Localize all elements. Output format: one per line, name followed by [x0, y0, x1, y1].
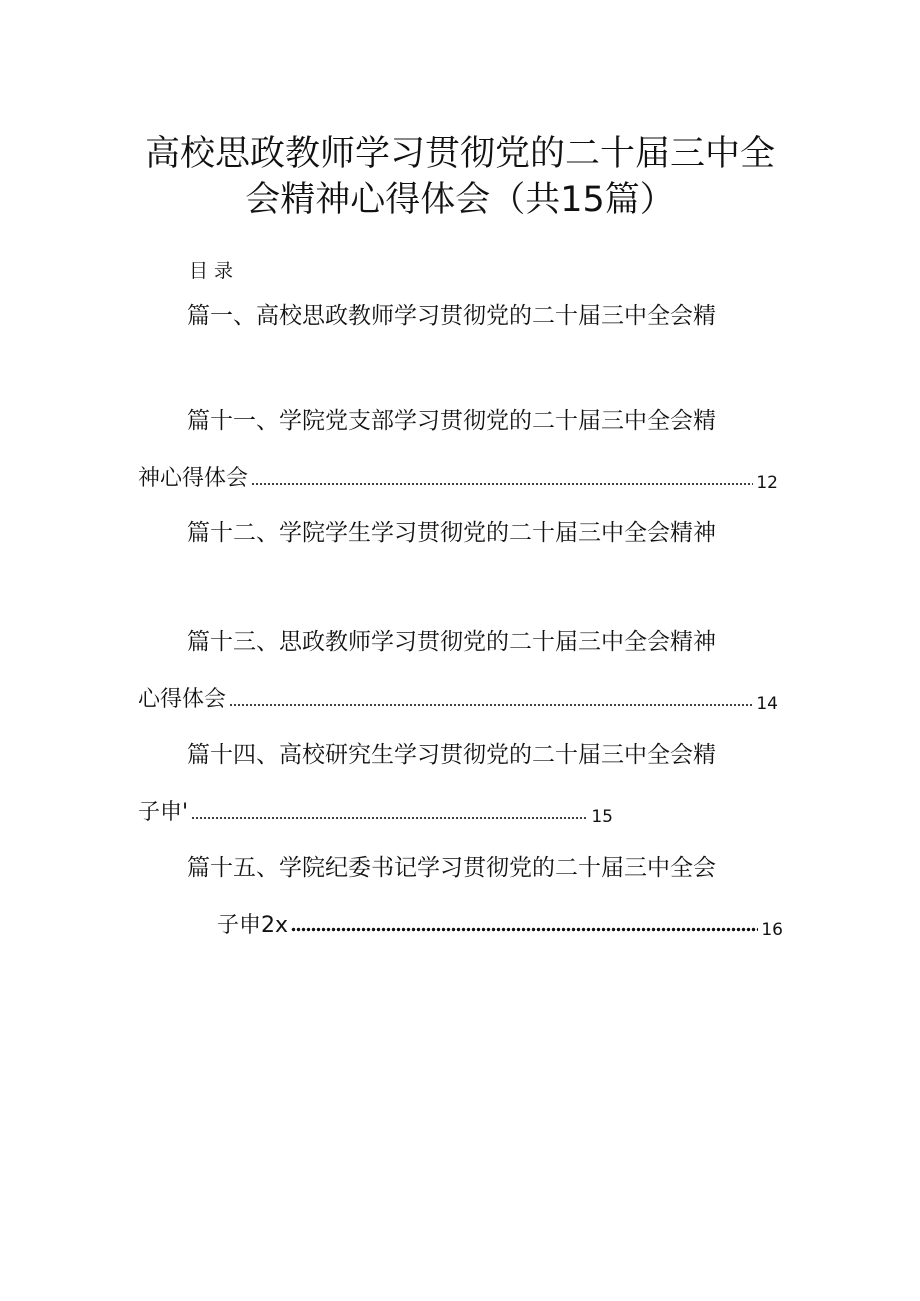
- toc-entry-12[interactable]: 篇十二、学院学生学习贯彻党的二十届三中全会精神: [187, 520, 716, 546]
- toc-entry-13-text: 心得体会: [138, 687, 227, 712]
- toc-entry-15-page: 16: [761, 920, 783, 940]
- toc-entry-15-text: 子申2x: [217, 913, 289, 938]
- toc-entry-14[interactable]: 篇十四、高校研究生学习贯彻党的二十届三中全会精: [187, 742, 716, 768]
- toc-entry-13-continuation[interactable]: [138, 687, 778, 714]
- toc-entry-11[interactable]: 篇十一、学院党支部学习贯彻党的二十届三中全会精: [187, 408, 716, 434]
- document-title-line-2: 会精神心得体会（共15篇）: [245, 180, 675, 220]
- toc-entry-14-page: 15: [591, 807, 613, 827]
- toc-entry-15-continuation[interactable]: [217, 913, 783, 940]
- toc-entry-14-text: 子申': [138, 800, 189, 825]
- toc-leader-dots: [251, 482, 753, 486]
- toc-entry-13-page: 14: [756, 694, 778, 714]
- toc-entry-11-page: 12: [756, 473, 778, 493]
- toc-entry-1[interactable]: 篇一、高校思政教师学习贯彻党的二十届三中全会精: [187, 303, 716, 329]
- toc-leader-dots: [229, 703, 753, 707]
- toc-leader-dots: [291, 927, 758, 932]
- toc-heading: 目录: [189, 260, 240, 282]
- toc-entry-11-text: 神心得体会: [138, 466, 249, 491]
- toc-entry-13[interactable]: 篇十三、思政教师学习贯彻党的二十届三中全会精神: [187, 629, 716, 655]
- toc-entry-15[interactable]: 篇十五、学院纪委书记学习贯彻党的二十届三中全会: [187, 855, 716, 881]
- toc-entry-11-continuation[interactable]: [138, 466, 778, 493]
- toc-leader-dots: [191, 816, 588, 820]
- document-title-line-1: 高校思政教师学习贯彻党的二十届三中全: [144, 134, 775, 174]
- toc-entry-14-continuation[interactable]: [138, 800, 613, 827]
